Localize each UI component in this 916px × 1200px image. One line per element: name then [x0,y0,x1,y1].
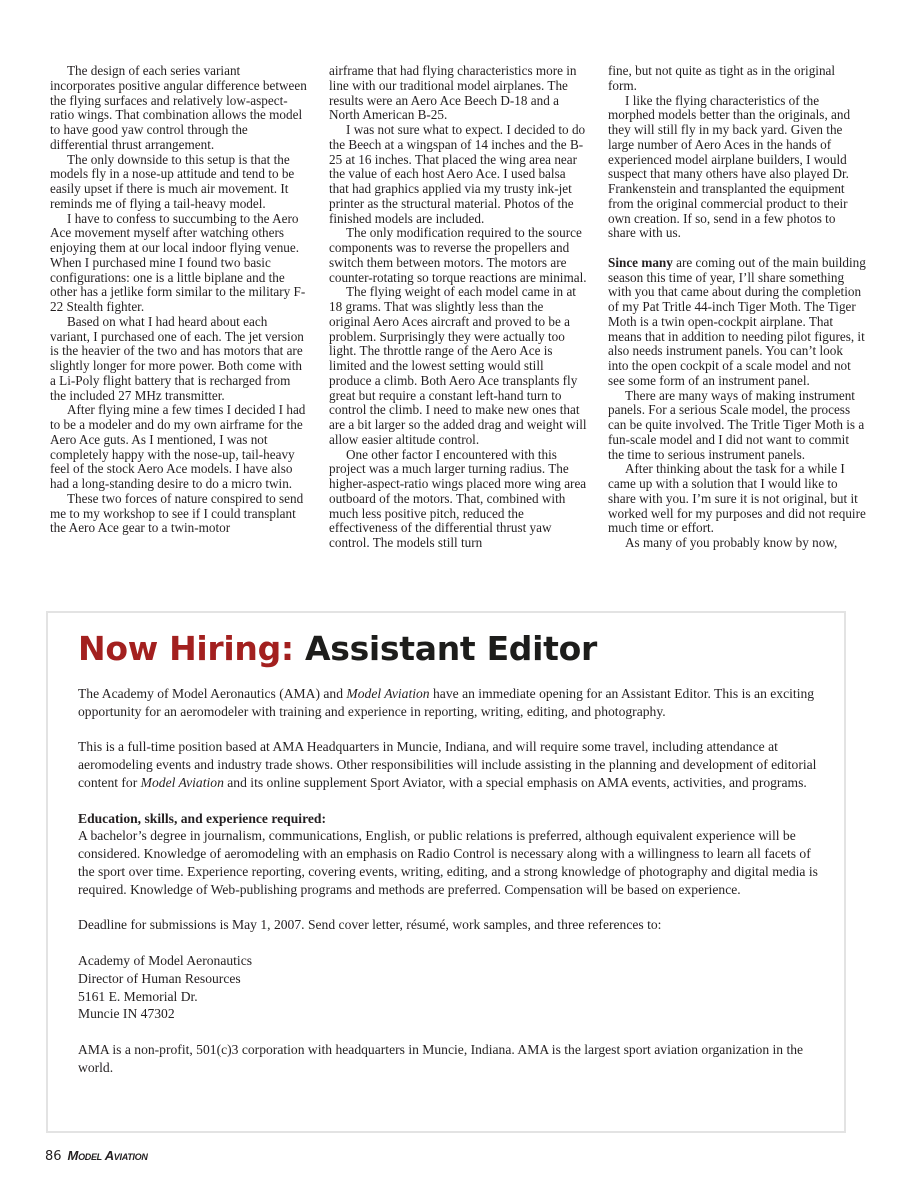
paragraph: After flying mine a few times I decided I had to be a modeler and do my own airframe for the Aero Ace guts. As I mentioned, I was not completely happy with the nose-up, tail-heavy feel of the stock Aero Ace models. I have also had a long-standing desire to do a micro twin. [50,402,306,491]
mailing-address [78,952,826,1023]
requirements-text: A bachelor’s degree in journalism, communications, English, or public relations is preferred, although equivalent experience will be considered. Knowledge of aeromodeling with an emphasis on Radio Control is necessary along with a willingness to learn all facets of the sport over time. Experience reporting, covering events, writing, editing, and a strong knowledge of photography and digital media is required. Knowledge of Web-publishing programs and methods are preferred. Compensation will be based on experience. [78,828,818,897]
magazine-title: Model Aviation [140,774,224,790]
paragraph: The flying weight of each model came in at 18 grams. That was slightly less than the original Aero Aces aircraft and proved to be a problem. Surprisingly they were actually too light. The throttle range of the Aero Ace is limited and the lowest setting would still produce a climb. Both Aero Ace transplants fly great but require a constant left-hand turn to control the climb. I need to make new ones that are a bit larger so the added drag and weight will allow easier altitude control. [329,284,587,447]
paragraph: I have to confess to succumbing to the Aero Ace movement myself after watching others enjoying them at our local indoor flying venue. When I purchased mine I found two basic configurations: one is a little biplane and the other has a jetlike form similar to the military F-22 Stealth fighter. [50,210,306,314]
headline-accent: Now Hiring: [78,629,294,668]
paragraph: The design of each series variant incorporates positive angular difference between the flying surfaces and relatively low-aspect-ratio wings. That combination allows the model to have good yaw control through the differential thrust arrangement. [50,63,307,152]
paragraph: One other factor I encountered with this project was a much larger turning radius. The higher-aspect-ratio wings placed more wing area outboard of the motors. That, combined with much less positive pitch, reduced the effectiveness of the differential thrust yaw control. The models still turn [329,446,587,550]
paragraph: Based on what I had heard about each variant, I purchased one of each. The jet version is the heavier of the two and has motors that are slightly longer for more power. Both come with a Li-Poly flight battery that is recharged from the included 27 MHz transmitter. [50,313,304,403]
paragraph: After thinking about the task for a while I came up with a solution that I would like to share with you. I’m sure it is not original, but it worked well for my purposes and did not require much time or effort. [608,461,866,536]
text: This is a full-time position based at AMA Headquarters in Muncie, Indiana, and will require some travel, including attendance at aeromodeling events and industry trade shows. Other responsibilities will include assisting in the planning and development of editorial content for [78,739,817,790]
paragraph: I like the flying characteristics of the morphed models better than the originals, and they will still fly in my back yard. Given the large number of Aero Aces in the hands of experienced model airplane builders, I would suspect that many others have also played Dr. Frankenstein and transplanted the equipment from the original commercial product to their own creation. If so, send in a few photos to share with us. [608,92,851,241]
section-start-paragraph [608,256,866,389]
intro-paragraph [78,685,826,721]
article-column-3 [608,64,866,590]
hiring-body [78,685,826,1094]
paragraph: The only downside to this setup is that the models fly in a nose-up attitude and tend to be easily upset if there is much air movement. It reminds me of flying a tail-heavy model. [50,151,295,211]
paragraph: These two forces of nature conspired to send me to my workshop to see if I could transplant the Aero Ace gear to a twin-motor [50,490,304,536]
paragraph: I was not sure what to expect. I decided to do the Beech at a wingspan of 14 inches and the B-25 at 16 inches. That placed the wing area near the value of each host Aero Ace. I used balsa that had graphics applied via my trusty ink-jet printer as the structural material. Photos of the finished models are included. [329,122,586,226]
magazine-title: Model Aviation [346,686,430,701]
now-hiring-box [46,611,846,1133]
section-lead-rest: are coming out of the main building season this time of year, I’ll share something with you that came about during the completion of my Pat Tritle 44-inch Tiger Moth. The Tiger Moth is a twin open-cockpit airplane. That means that in addition to needing pilot figures, it also needs instrument panels. You can’t look into the open cockpit of a scale model and not see some form of an instrument panel. [608,254,866,388]
paragraph-continuation: fine, but not quite as tight as in the original form. [608,63,836,93]
section-lead-in: Since many [608,254,673,270]
position-paragraph [78,738,826,791]
address-line: Director of Human Resources [78,970,241,986]
paragraph: The only modification required to the source components was to reverse the propellers and switch them between motors. The motors are counter-rotating so torque reactions are minimal. [329,225,587,285]
closing-paragraph: AMA is a non-profit, 501(c)3 corporation with headquarters in Muncie, Indiana. AMA is the largest sport aviation organization in the world. [78,1041,804,1075]
paragraph: As many of you probably know by now, [625,535,838,550]
requirements-heading: Education, skills, and experience required: [78,810,326,826]
article-column-1 [50,64,308,590]
magazine-name: Model Aviation [67,1148,148,1163]
headline-job-title: Assistant Editor [293,629,597,668]
article-columns [50,64,866,590]
text: have an immediate opening for an Assistant Editor. This is an exciting opportunity for an aeromodeler with training and experience in reporting, writing, editing, and photography. [78,686,815,719]
page-footer [45,1148,148,1164]
deadline-paragraph: Deadline for submissions is May 1, 2007. Send cover letter, résumé, work samples, and three references to: [78,917,662,933]
article-column-2 [329,64,587,590]
page-number: 86 [45,1149,62,1164]
text: and its online supplement Sport Aviator, with a special emphasis on AMA events, activities, and programs. [223,774,807,790]
hiring-headline [78,629,597,668]
address-line: Academy of Model Aeronautics [78,952,253,968]
address-line: Muncie IN 47302 [78,1006,175,1022]
paragraph: There are many ways of making instrument panels. For a serious Scale model, the process can be quite involved. The Tritle Tiger Moth is a fun-scale model and I did not want to commit the time to serious instrument panels. [608,387,865,462]
paragraph-continuation: airframe that had flying characteristics more in line with our traditional model airplanes. The results were an Aero Ace Beech D-18 and a North American B-25. [329,63,577,123]
address-line: 5161 E. Memorial Dr. [78,988,198,1004]
requirements-paragraph [78,810,826,899]
text: The Academy of Model Aeronautics (AMA) and [78,686,347,701]
